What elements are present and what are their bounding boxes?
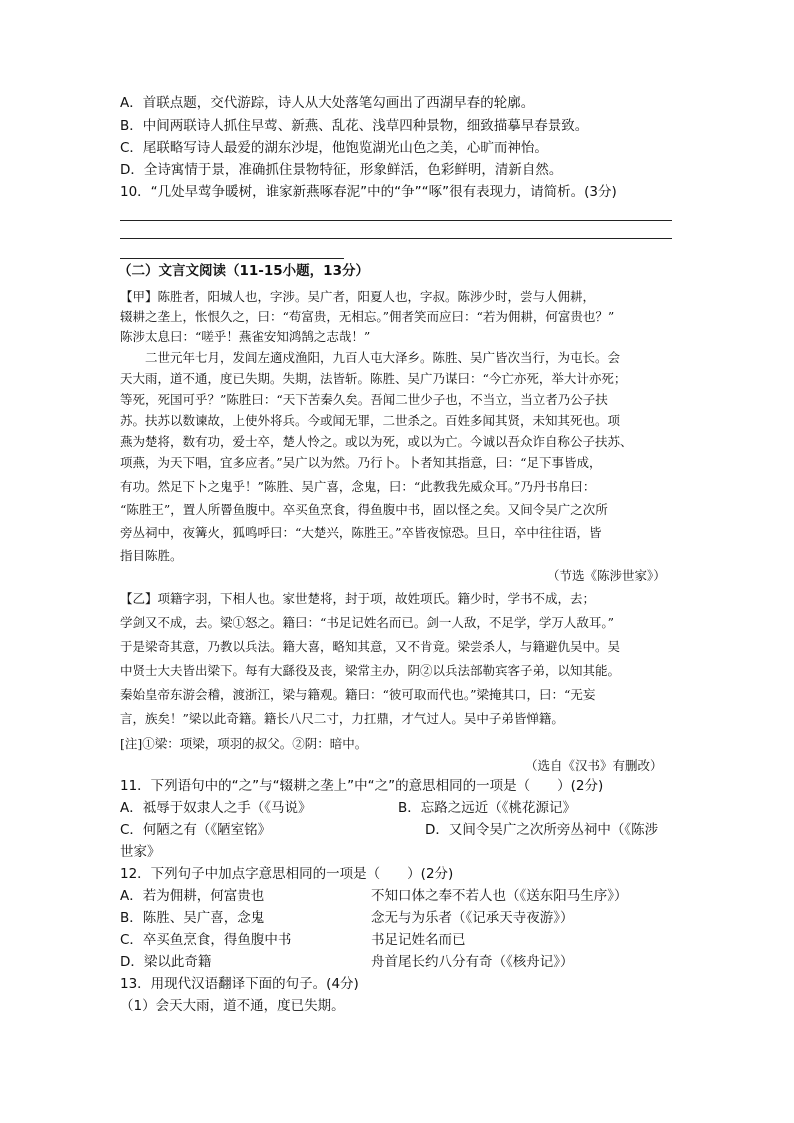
q9-option-a: A．首联点题，交代游踪，诗人从大处落笔勾画出了西湖早春的轮廓。 [120, 95, 535, 111]
q9-option-d: D．全诗寓情于景，准确抓住景物特征，形象鲜活，色彩鲜明，清新自然。 [120, 162, 563, 178]
q12-row-d-left: D．梁以此奇籍 [120, 954, 212, 970]
passage-jia-line: 指目陈胜。 [120, 548, 183, 563]
passage-yi-line: 学剑又不成，去。梁①怒之。籍曰：“书足记姓名而已。剑一人敌，不足学，学万人敌耳。” [120, 615, 615, 630]
passage-yi-line: 于是梁奇其意，乃教以兵法。籍大喜，略知其意，又不肯竟。梁尝杀人，与籍避仇吴中。吴 [120, 639, 621, 654]
passage-jia-line: 等死，死国可乎？”陈胜曰：“天下苦秦久矣。吾闻二世少子也，不当立，当立者乃公子扶 [120, 392, 608, 407]
q11-option-d-cont: 世家》 [120, 844, 161, 860]
passage-jia-line: 有功。然足下卜之鬼乎！”陈胜、吴广喜，念鬼，曰：“此教我先威众耳。”乃丹书帛曰： [120, 479, 596, 494]
answer-line-short [120, 258, 344, 259]
passage-yi-line: 【乙】项籍字羽，下相人也。家世楚将，封于项，故姓项氏。籍少时，学书不成，去； [120, 591, 596, 606]
source-jia: （节选《陈涉世家》） [547, 568, 666, 583]
q11-option-a: A．祗辱于奴隶人之手（《马说》 [120, 800, 312, 816]
passage-jia-line: 燕为楚将，数有功，爱士卒，楚人怜之。或以为死，或以为亡。今诚以吾众诈自称公子扶苏、 [120, 434, 633, 449]
passage-jia-line: 陈涉太息曰：“嗟乎！燕雀安知鸿鹄之志哉！” [120, 329, 371, 344]
passage-jia-line: “陈胜王”，置人所罾鱼腹中。卒买鱼烹食，得鱼腹中书，固以怪之矣。又间令吴广之次所 [120, 502, 608, 517]
passage-jia-line: 旁丛祠中，夜篝火，狐鸣呼曰：“大楚兴，陈胜王。”卒皆夜惊恐。旦日，卒中往往语，皆 [120, 525, 602, 540]
q12-row-c-right: 书足记姓名而已 [371, 932, 466, 948]
passage-jia-line: 二世元年七月，发闾左適戍渔阳，九百人屯大泽乡。陈胜、吴广皆次当行，为屯长。会 [120, 350, 621, 365]
q11-option-c: C．何陋之有（《陋室铭》 [120, 822, 272, 838]
q10-stem: 10．“几处早莺争暖树，谁家新燕啄春泥”中的“争”“啄”很有表现力，请简析。(3分) [120, 184, 617, 200]
q11-stem: 11．下列语句中的“之”与“辍耕之垄上”中“之”的意思相同的一项是（ ）(2分) [120, 778, 604, 794]
q13-stem: 13．用现代汉语翻译下面的句子。(4分) [120, 976, 359, 992]
annotation-note: [注]①梁：项梁，项羽的叔父。②阴：暗中。 [120, 736, 368, 751]
passage-yi-line: 中贤士大夫皆出梁下。每有大繇役及丧，梁常主办，阴②以兵法部勒宾客子弟，以知其能。 [120, 663, 621, 678]
passage-jia-line: 苏。扶苏以数谏故，上使外将兵。今或闻无罪，二世杀之。百姓多闻其贤，未知其死也。项 [120, 413, 621, 428]
passage-jia-line: 【甲】陈胜者，阳城人也，字涉。吴广者，阳夏人也，字叔。陈涉少时，尝与人佣耕， [120, 289, 596, 304]
q11-option-d: D．又间令吴广之次所旁丛祠中（《陈涉 [425, 822, 659, 838]
q12-row-b-left: B．陈胜、吴广喜，念鬼 [120, 910, 265, 926]
q12-stem: 12．下列句子中加点字意思相同的一项是（ ）(2分) [120, 866, 454, 882]
q12-row-a-left: A．若为佣耕，何富贵也 [120, 888, 265, 904]
passage-jia-line: 项燕，为天下唱，宜多应者。”吴广以为然。乃行卜。卜者知其指意，曰：“足下事皆成， [120, 455, 602, 470]
passage-jia-line: 天大雨，道不通，度已失期。失期，法皆斩。陈胜、吴广乃谋曰：“今亡亦死，举大计亦死； [120, 371, 627, 386]
q12-row-d-right: 舟首尾长约八分有奇（《核舟记》） [371, 954, 574, 970]
passage-yi-line: 秦始皇帝东游会稽，渡浙江，梁与籍观。籍曰：“彼可取而代也。”梁掩其口，曰：“无妄 [120, 687, 596, 702]
section-title: （二）文言文阅读（11-15小题，13分） [118, 263, 369, 279]
q12-row-c-left: C．卒买鱼烹食，得鱼腹中书 [120, 932, 292, 948]
passage-yi-line: 言，族矣！”梁以此奇籍。籍长八尺二寸，力扛鼎，才气过人。吴中子弟皆惮籍。 [120, 711, 564, 726]
answer-line [120, 238, 672, 239]
passage-jia-line: 辍耕之垄上，怅恨久之，曰：“苟富贵，无相忘。”佣者笑而应曰：“若为佣耕，何富贵也？” [120, 309, 615, 324]
q11-option-b: B．忘路之远近（《桃花源记》 [398, 800, 577, 816]
answer-line [120, 220, 672, 221]
source-yi: （选自《汉书》有删改） [525, 758, 663, 773]
q9-option-c: C．尾联略写诗人最爱的湖东沙堤，他饱览湖光山色之美，心旷而神怡。 [120, 140, 548, 156]
q12-row-b-right: 念无与为乐者（《记承天寺夜游》） [371, 910, 574, 926]
q12-row-a-right: 不知口体之奉不若人也（《送东阳马生序》） [371, 888, 628, 904]
q9-option-b: B．中间两联诗人抓住早莺、新燕、乱花、浅草四种景物，细致描摹早春景致。 [120, 118, 589, 134]
q13-item-1: （1）会天大雨，道不通，度已失期。 [120, 998, 345, 1014]
